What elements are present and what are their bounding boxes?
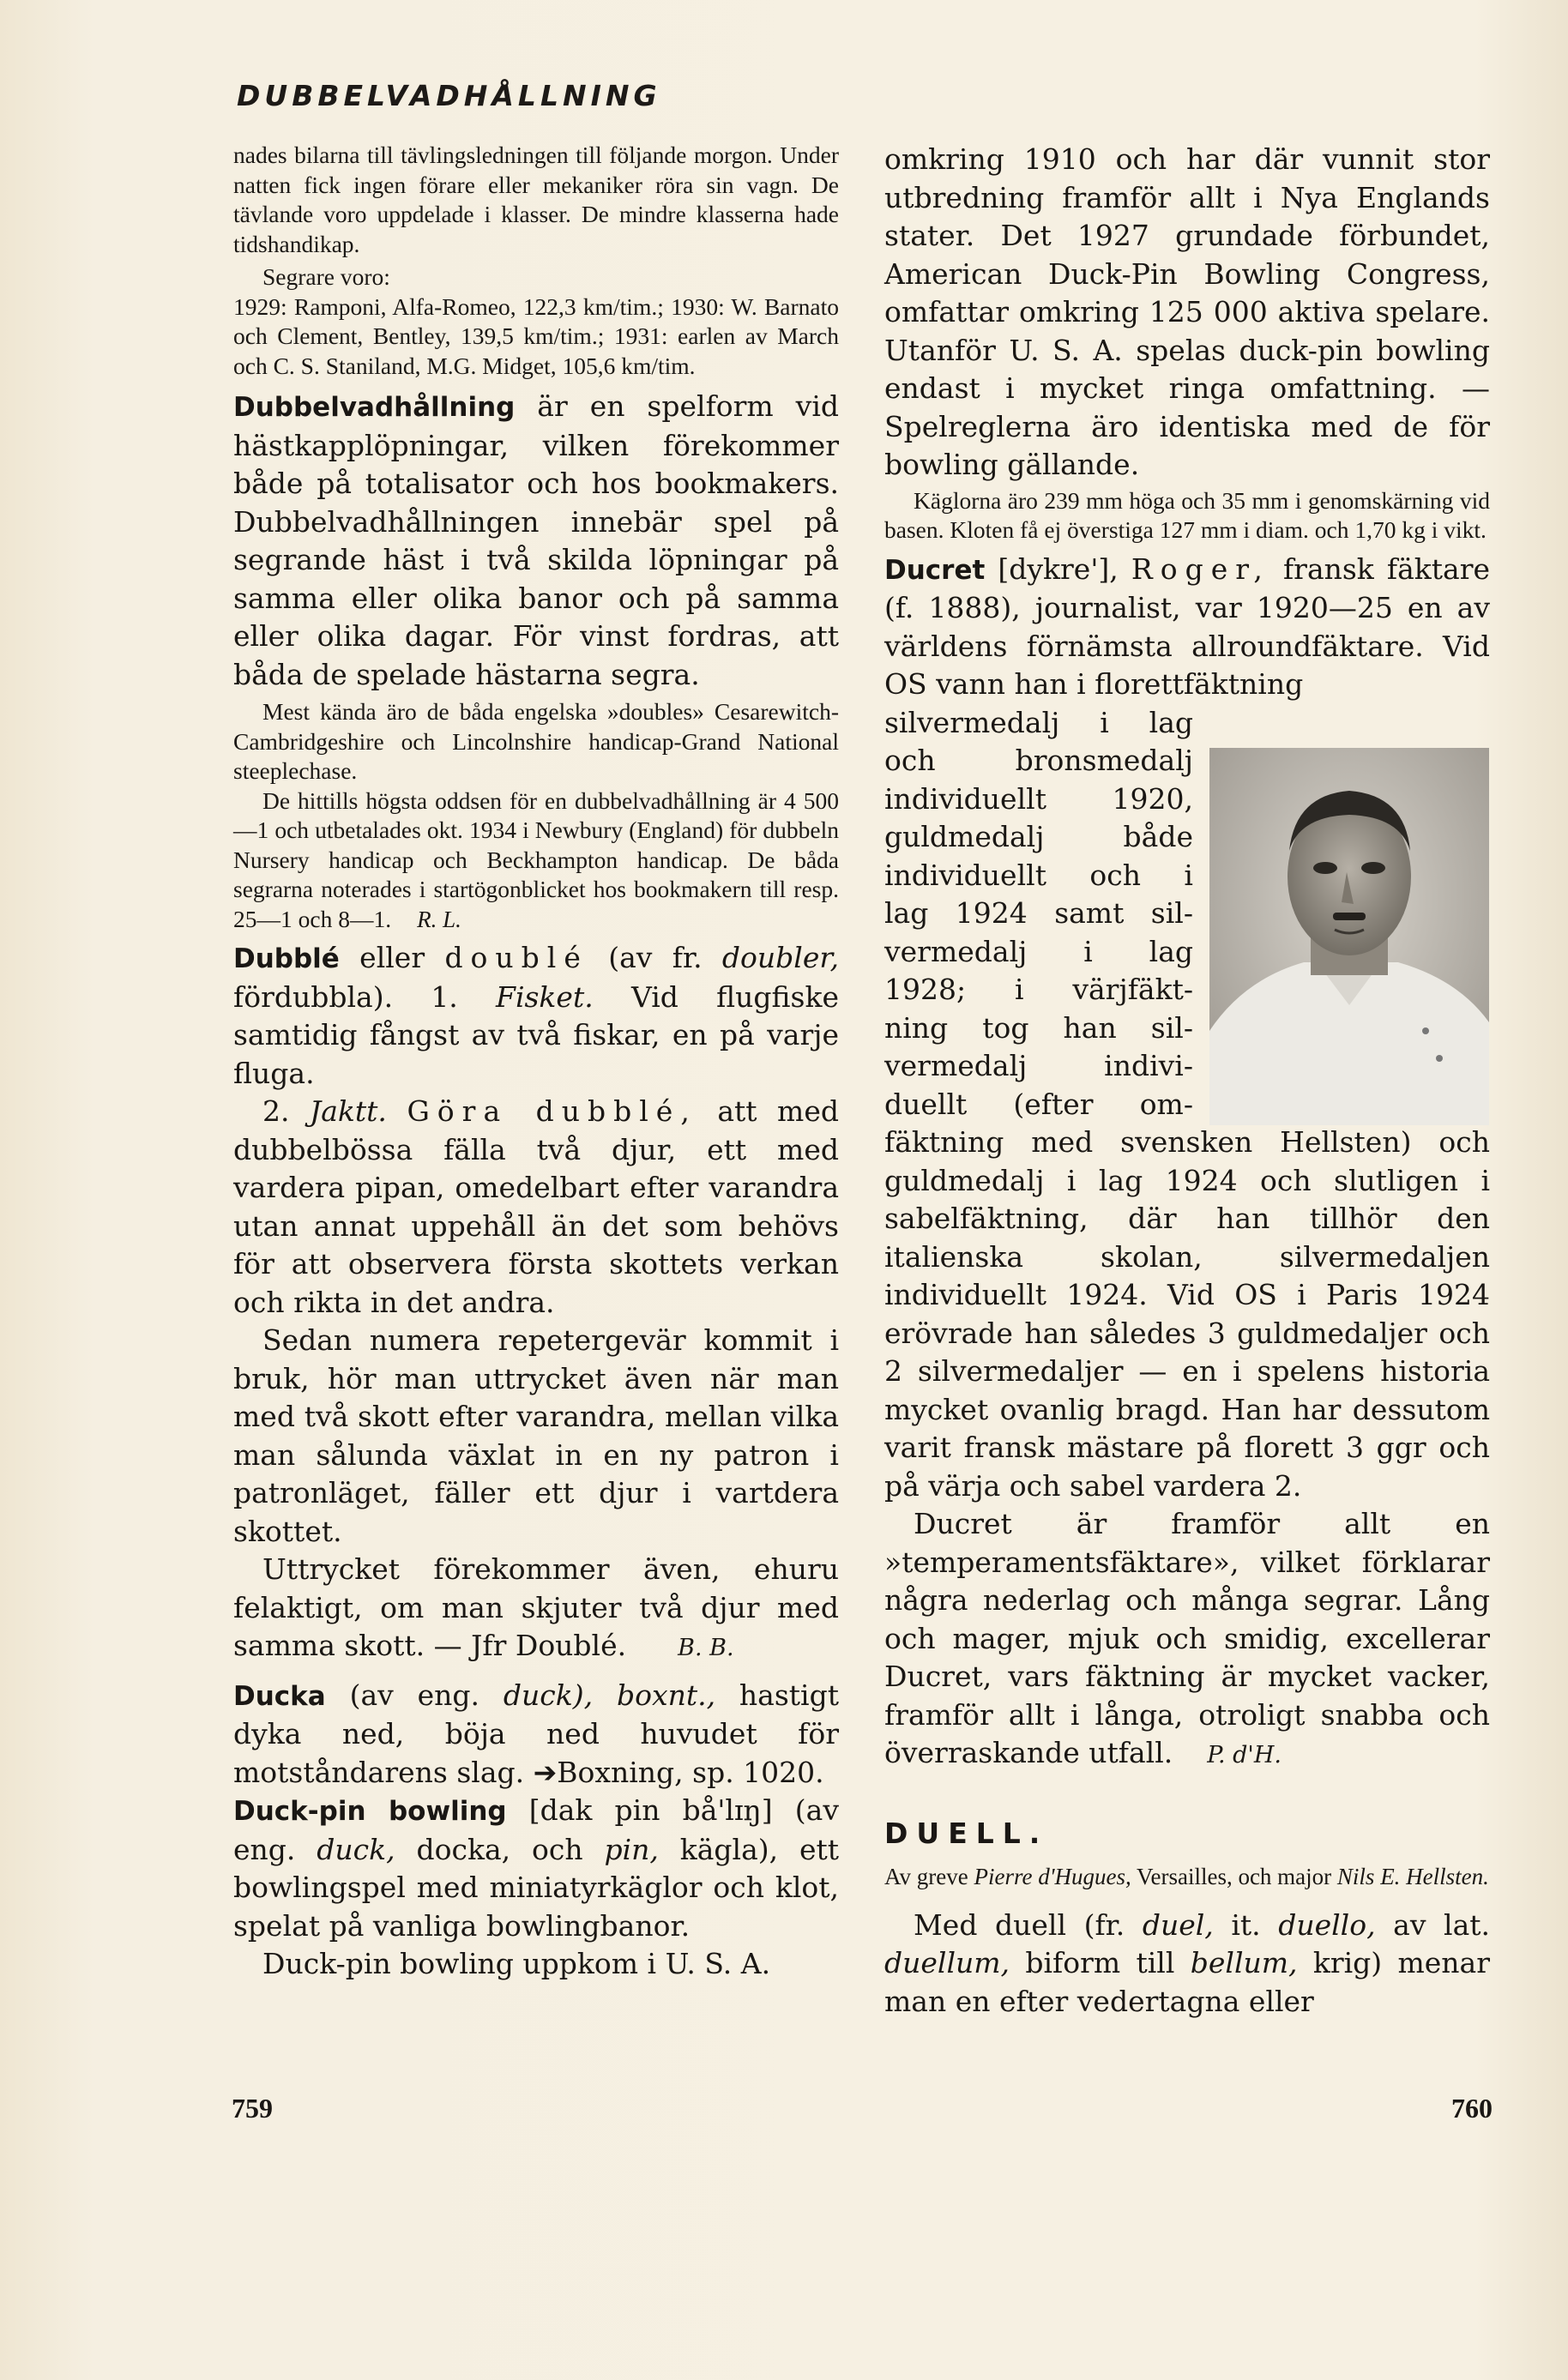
spaced-term: Göra dubblé, [407,1094,697,1128]
paragraph: fäktning med svensken Hellsten) och guldmedalj i lag 1924 och slutligen i sabelfäktning, där han tillhör den italienska skolan, silvermedaljen individuellt 1924. Vid OS i Paris 1924 erövrade han således 3 guldmedaljer och 2 silvermedaljer — en i spelens historia mycket ovanlig bragd. Han har dessutom varit fransk mästare på florett 3 ggr och på värja och sabel vardera 2. [884,1125,1490,1503]
paragraph-text: Med duell (fr. [914,1907,1143,1942]
paragraph [233,1551,839,1668]
wrap-line: individuellt och i [884,858,1193,892]
running-head: DUBBELVADHÅLLNING [237,79,661,112]
byline-text: Versailles, och major [1131,1863,1337,1889]
wrap-line: duellt (efter om- [884,1087,1193,1121]
paragraph-text: De hittills högsta oddsen för en dubbelvadhållning är 4 500—1 och utbetalades okt. 1934 i Newbury (England) för dubbeln Nursery handicap och Beckhampton handicap. De båda segrarna noterades i startögonblicket hos bookmakern till resp. 25—1 och 8—1. [233,786,839,932]
italic-term: duel, [1142,1907,1214,1942]
wrap-line: 1928; i värjfäkt- [884,973,1193,1006]
entry-duck-pin [233,1792,839,1945]
paragraph: Mest kända äro de båda engelska »doubles» Cesarewitch-Cambridgeshire och Lincolnshire handicap-Grand National steeplechase. [233,698,839,784]
italic-term: duello, [1278,1907,1376,1942]
headword: Ducret [884,554,986,586]
paragraph-text: krig) menar man en efter vedertagna eller [884,1946,1490,2018]
entry-text: [dak pin bå'lɪŋ] (av eng. [233,1793,839,1866]
paragraph: 1929: Ramponi, Alfa-Romeo, 122,3 km/tim.; 1930: W. Barnato och Clement, Bentley, 139,5 km/tim.; 1931: earlen av March och C. S. Staniland, M.G. Midget, 105,6 km/tim. [233,292,839,379]
italic-term: pin, [604,1832,659,1866]
entry-text: fransk fäktare (f. 1888), journalist, var 1920—25 en av världens förnämsta allroundfäktare. Vid OS vann han i florettfäktning [884,551,1491,701]
byline-text: Av greve [884,1863,974,1889]
entry-text: eller [339,941,445,974]
entry-ducka [233,1677,839,1793]
entry-text: fördubbla). 1. [233,979,497,1014]
signature: P. d'H. [1207,1742,1282,1768]
wrap-line: vermedalj i lag [884,934,1193,968]
signature: B. B. [678,1635,734,1661]
entry-text: 2. [262,1094,310,1128]
wrap-line: vermedalj indivi- [884,1049,1193,1082]
paragraph: Sedan numera repetergevär kommit i bruk, hör man uttrycket även när man med två skott efter varandra, mellan vilka man sålunda växlat in en ny patron i patronläget, fäller ett djur i vartdera skottet. [233,1323,839,1548]
byline [884,1862,1490,1891]
headword: Dubblé [233,943,340,974]
paragraph-text: Ducret är framför allt en »temperamentsfäktare», vilket förklarar några nederlag och många segrar. Lång och mager, mjuk och smidig, excellerar Ducret, vars fäktning är mycket vacker, framför allt i långa, otroligt snabba och överraskande utfall. [884,1507,1490,1769]
italic-term: Nils E. Hellsten. [1336,1863,1489,1889]
entry-text: är en spelform vid hästkapplöpningar, vilken förekommer både på totalisator och hos bookmakers. Dubbelvadhållningen innebär spel på segrande häst i två skilda löpningar på samma eller olika banor och på samma eller olika dagar. För vinst fordras, att båda de spelade hästarna segra. [233,389,839,691]
italic-term: doubler, [721,941,840,974]
paragraph: nades bilarna till tävlingsledningen till följande morgon. Under natten fick ingen förare eller mekaniker röra sin vagn. De tävlande voro uppdelade i klasser. De mindre klasserna hade tidshandikap. [233,142,839,257]
entry-text: hastigt dyka ned, böja ned huvudet för motståndarens slag. ➔Boxning, sp. 1020. [233,1678,839,1789]
portrait-illustration [1209,748,1489,1125]
page-number-left: 759 [232,2093,273,2124]
italic-term: duck, [317,1832,395,1866]
spaced-term: Roger, [1131,551,1270,586]
italic-term: boxnt., [616,1678,716,1712]
paragraph-text: av lat. [1375,1907,1490,1942]
headword: Dubbelvadhållning [233,392,516,423]
entry-dubble [233,939,839,1093]
entry-text: Vid flugfiske samtidig fångst av två fiskar, en på varje fluga. [233,979,839,1090]
paragraph: omkring 1910 och har där vunnit stor utbredning framför allt i Nya Englands stater. Det 1927 grundade förbundet, American Duck-Pin Bowling Congress, omfattar omkring 125 000 aktiva spelare. Utanför U. S. A. spelas duck-pin bowling endast i mycket ringa omfattning. — Spelreglerna äro identiska med de för bowling gällande. [884,142,1490,481]
italic-term: Pierre d'Hugues, [974,1863,1131,1889]
wrap-line: silvermedalj i lag [884,705,1193,739]
paragraph-text: Uttrycket förekommer även, ehuru felaktigt, om man skjuter två djur med samma skott. — Jfr Doublé. [233,1552,839,1662]
page-number-right: 760 [1451,2093,1493,2124]
wrap-line: ning tog han sil- [884,1010,1193,1045]
section-title: DUELL. [884,1816,1049,1850]
headword: Duck-pin bowling [233,1796,507,1827]
entry-text: att med dubbelbössa fälla två djur, ett med vardera pipan, omedelbart efter varandra utan annat uppehåll än det som behövs för att observera första skottets verkan och rikta in det andra. [233,1094,839,1319]
paragraph: Käglorna äro 239 mm höga och 35 mm i genomskärning vid basen. Kloten få ej överstiga 127 mm i diam. och 1,70 kg i vikt. [884,486,1490,543]
wrap-line: lag 1924 samt sil- [884,896,1193,930]
entry-text: docka, och [395,1832,605,1866]
entry-text: (av eng. [325,1678,504,1712]
italic-term: bellum, [1190,1946,1298,1979]
paragraph-text: it. [1213,1907,1279,1942]
headword: Ducka [233,1680,326,1712]
left-column [233,141,839,1984]
paragraph-text: biform till [1010,1946,1191,1979]
italic-term: Jaktt. [310,1094,387,1128]
italic-term: Fisket. [496,979,594,1014]
paragraph: Duck-pin bowling uppkom i U. S. A. [262,1947,771,1980]
paragraph: Segrare voro: [262,263,390,290]
wrap-line: individuellt 1920, [884,781,1193,816]
wrap-line: guldmedalj både [884,820,1193,853]
paragraph [884,1505,1490,1775]
entry-text: kägla), ett bowlingspel med miniatyrkäglor och klot, spelat på vanliga bowlingbanor. [233,1832,840,1943]
entry-text: [dykre'], [985,551,1131,586]
entry-jakt [233,1093,839,1322]
entry-text: (av fr. [588,941,722,974]
spaced-term: doublé [444,941,588,974]
paragraph [233,786,839,935]
wrap-text-block [884,704,1193,1124]
wrap-lines [884,704,1193,1124]
entry-ducret [884,551,1490,704]
wrap-line: och bronsmedalj [884,744,1193,777]
italic-term: duck), [503,1678,594,1712]
portrait-photo [1209,748,1489,1125]
paragraph [884,1907,1490,2021]
italic-term: duellum, [884,1946,1010,1979]
signature: R. L. [417,906,461,932]
entry-dubbelvadhallning [233,388,839,694]
